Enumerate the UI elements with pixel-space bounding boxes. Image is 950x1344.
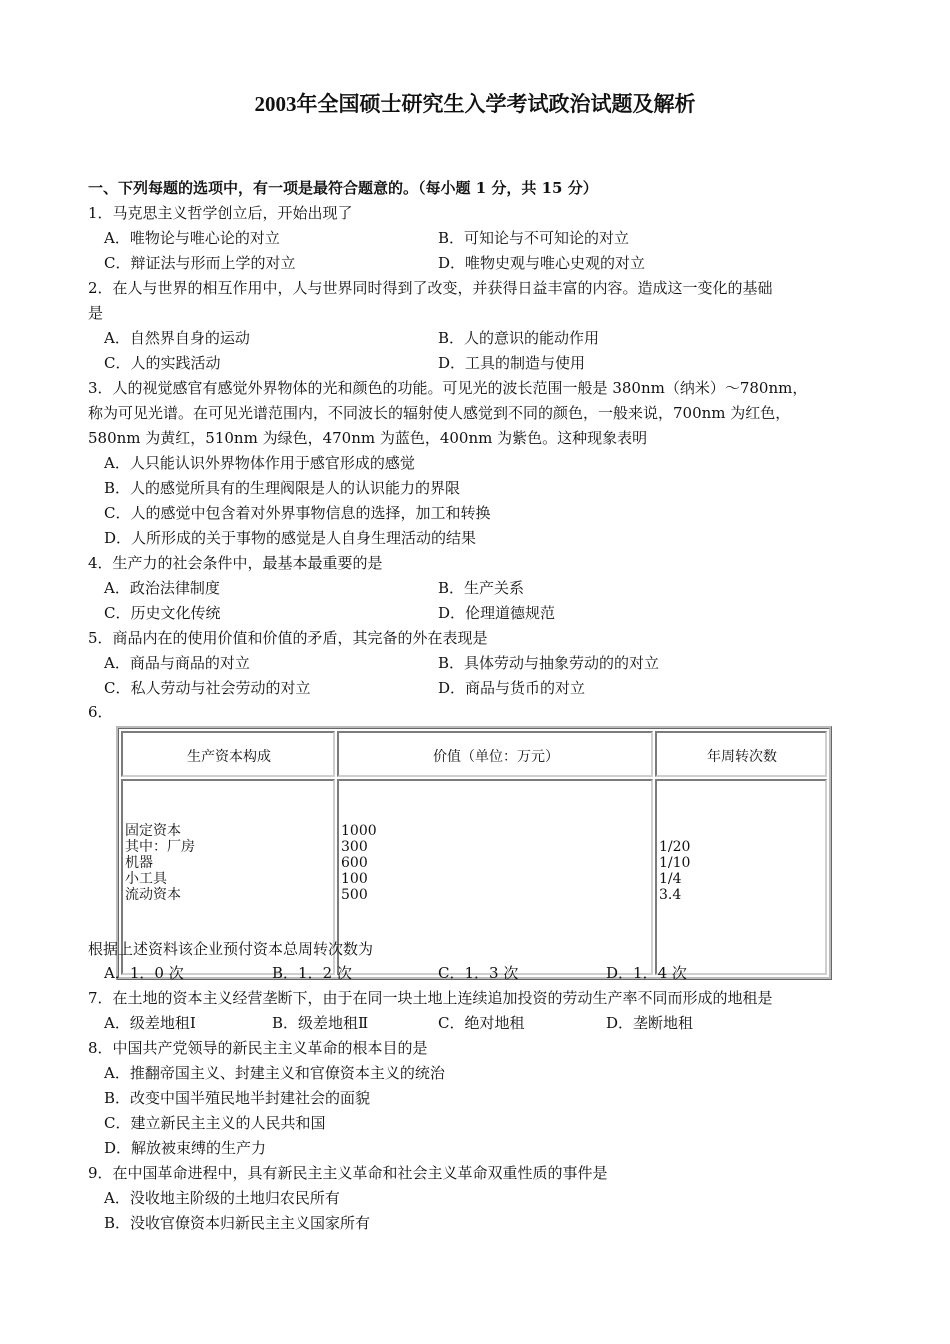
cell-text: 1000 xyxy=(341,823,377,839)
cell-text: 600 xyxy=(341,855,368,871)
cell-text: 小工具 xyxy=(125,871,167,887)
question-9-option-a: A．没收地主阶级的土地归农民所有 xyxy=(104,1189,340,1207)
question-3-option-a: A．人只能认识外界物体作用于感官形成的感觉 xyxy=(104,454,415,472)
question-3-stem-cont-1: 称为可见光谱。在可见光谱范围内，不同波长的辐射使人感觉到不同的颜色，一般来说，700nm 为红色， xyxy=(88,404,791,422)
question-6-option-b: B．1．2 次 xyxy=(272,964,352,982)
question-1-stem: 1．马克思主义哲学创立后，开始出现了 xyxy=(88,204,353,222)
question-1-option-c: C．辩证法与形而上学的对立 xyxy=(104,254,296,272)
question-6-option-d: D．1．4 次 xyxy=(606,964,687,982)
question-3-option-b: B．人的感觉所具有的生理阀限是人的认识能力的界限 xyxy=(104,479,461,497)
cell-text: 1/20 xyxy=(659,839,691,855)
question-3-stem: 3．人的视觉感官有感觉外界物体的光和颜色的功能。可见光的波长范围一般是 380nm（纳米）～780nm， xyxy=(88,379,808,397)
question-7-option-c: C．绝对地租 xyxy=(438,1014,525,1032)
cell-text: 其中：厂房 xyxy=(125,839,195,855)
cell-text: 1/10 xyxy=(659,855,691,871)
question-8-stem: 8．中国共产党领导的新民主主义革命的根本目的是 xyxy=(88,1039,428,1057)
question-4-option-c: C．历史文化传统 xyxy=(104,604,221,622)
question-7-option-b: B．级差地租Ⅱ xyxy=(272,1014,369,1032)
question-3-option-c: C．人的感觉中包含着对外界事物信息的选择，加工和转换 xyxy=(104,504,491,522)
question-2-option-a: A．自然界自身的运动 xyxy=(104,329,250,347)
question-9-option-b: B．没收官僚资本归新民主主义国家所有 xyxy=(104,1214,371,1232)
cell-text xyxy=(659,823,825,839)
question-4-stem: 4．生产力的社会条件中，最基本最重要的是 xyxy=(88,554,383,572)
question-7-option-d: D．垄断地租 xyxy=(606,1014,694,1032)
question-3-option-d: D．人所形成的关于事物的感觉是人自身生理活动的结果 xyxy=(104,529,477,547)
question-5-option-b: B．具体劳动与抽象劳动的的对立 xyxy=(438,654,660,672)
question-8-option-b: B．改变中国半殖民地半封建社会的面貌 xyxy=(104,1089,371,1107)
question-3-stem-cont-2: 580nm 为黄红，510nm 为绿色，470nm 为蓝色，400nm 为紫色。这种现象表明 xyxy=(88,429,648,447)
question-8-option-d: D．解放被束缚的生产力 xyxy=(104,1139,267,1157)
question-2-option-d: D．工具的制造与使用 xyxy=(438,354,586,372)
question-2-stem: 2．在人与世界的相互作用中，人与世界同时得到了改变，并获得日益丰富的内容。造成这一变化的基础 xyxy=(88,279,773,297)
question-1-option-d: D．唯物史观与唯心史观的对立 xyxy=(438,254,646,272)
page-title: 2003年全国硕士研究生入学考试政治试题及解析 xyxy=(254,92,696,116)
question-2-option-b: B．人的意识的能动作用 xyxy=(438,329,600,347)
question-2-option-c: C．人的实践活动 xyxy=(104,354,221,372)
cell-text: 固定资本 xyxy=(125,823,181,839)
question-5-stem: 5．商品内在的使用价值和价值的矛盾，其完备的外在表现是 xyxy=(88,629,488,647)
question-7-option-a: A．级差地租Ⅰ xyxy=(104,1014,196,1032)
table-header-cell: 价值（单位：万元） xyxy=(337,731,653,777)
question-6-option-c: C．1．3 次 xyxy=(438,964,519,982)
question-5-option-c: C．私人劳动与社会劳动的对立 xyxy=(104,679,311,697)
table-cell-value xyxy=(337,779,653,975)
cell-text: 100 xyxy=(341,871,368,887)
question-1-option-b: B．可知论与不可知论的对立 xyxy=(438,229,630,247)
cell-text: 1/4 xyxy=(659,871,682,887)
question-8-option-c: C．建立新民主主义的人民共和国 xyxy=(104,1114,326,1132)
question-4-option-d: D．伦理道德规范 xyxy=(438,604,556,622)
table-header-cell: 生产资本构成 xyxy=(121,731,335,777)
table-cell-turnover xyxy=(655,779,827,975)
cell-text: 流动资本 xyxy=(125,887,181,903)
question-1-option-a: A．唯物论与唯心论的对立 xyxy=(104,229,280,247)
cell-text: 3.4 xyxy=(659,887,682,903)
question-6-stem: 根据上述资料该企业预付资本总周转次数为 xyxy=(88,940,374,958)
question-9-stem: 9．在中国革命进程中，具有新民主主义革命和社会主义革命双重性质的事件是 xyxy=(88,1164,608,1182)
cell-text: 300 xyxy=(341,839,368,855)
question-6-option-a: A．1．0 次 xyxy=(104,964,184,982)
table-header-cell: 年周转次数 xyxy=(655,731,827,777)
question-8-option-a: A．推翻帝国主义、封建主义和官僚资本主义的统治 xyxy=(104,1064,445,1082)
question-5-option-d: D．商品与货币的对立 xyxy=(438,679,586,697)
table-header-row xyxy=(121,731,827,777)
question-6-number: 6． xyxy=(88,703,113,721)
question-5-option-a: A．商品与商品的对立 xyxy=(104,654,250,672)
cell-text: 500 xyxy=(341,887,368,903)
question-4-option-a: A．政治法律制度 xyxy=(104,579,220,597)
question-4-option-b: B．生产关系 xyxy=(438,579,525,597)
question-7-stem: 7．在土地的资本主义经营垄断下，由于在同一块土地上连续追加投资的劳动生产率不同而形成的地租是 xyxy=(88,989,773,1007)
question-2-stem-cont: 是 xyxy=(88,304,104,322)
cell-text: 机器 xyxy=(125,855,153,871)
section-heading: 一、下列每题的选项中，有一项是最符合题意的。（每小题 1 分，共 15 分） xyxy=(88,179,598,197)
